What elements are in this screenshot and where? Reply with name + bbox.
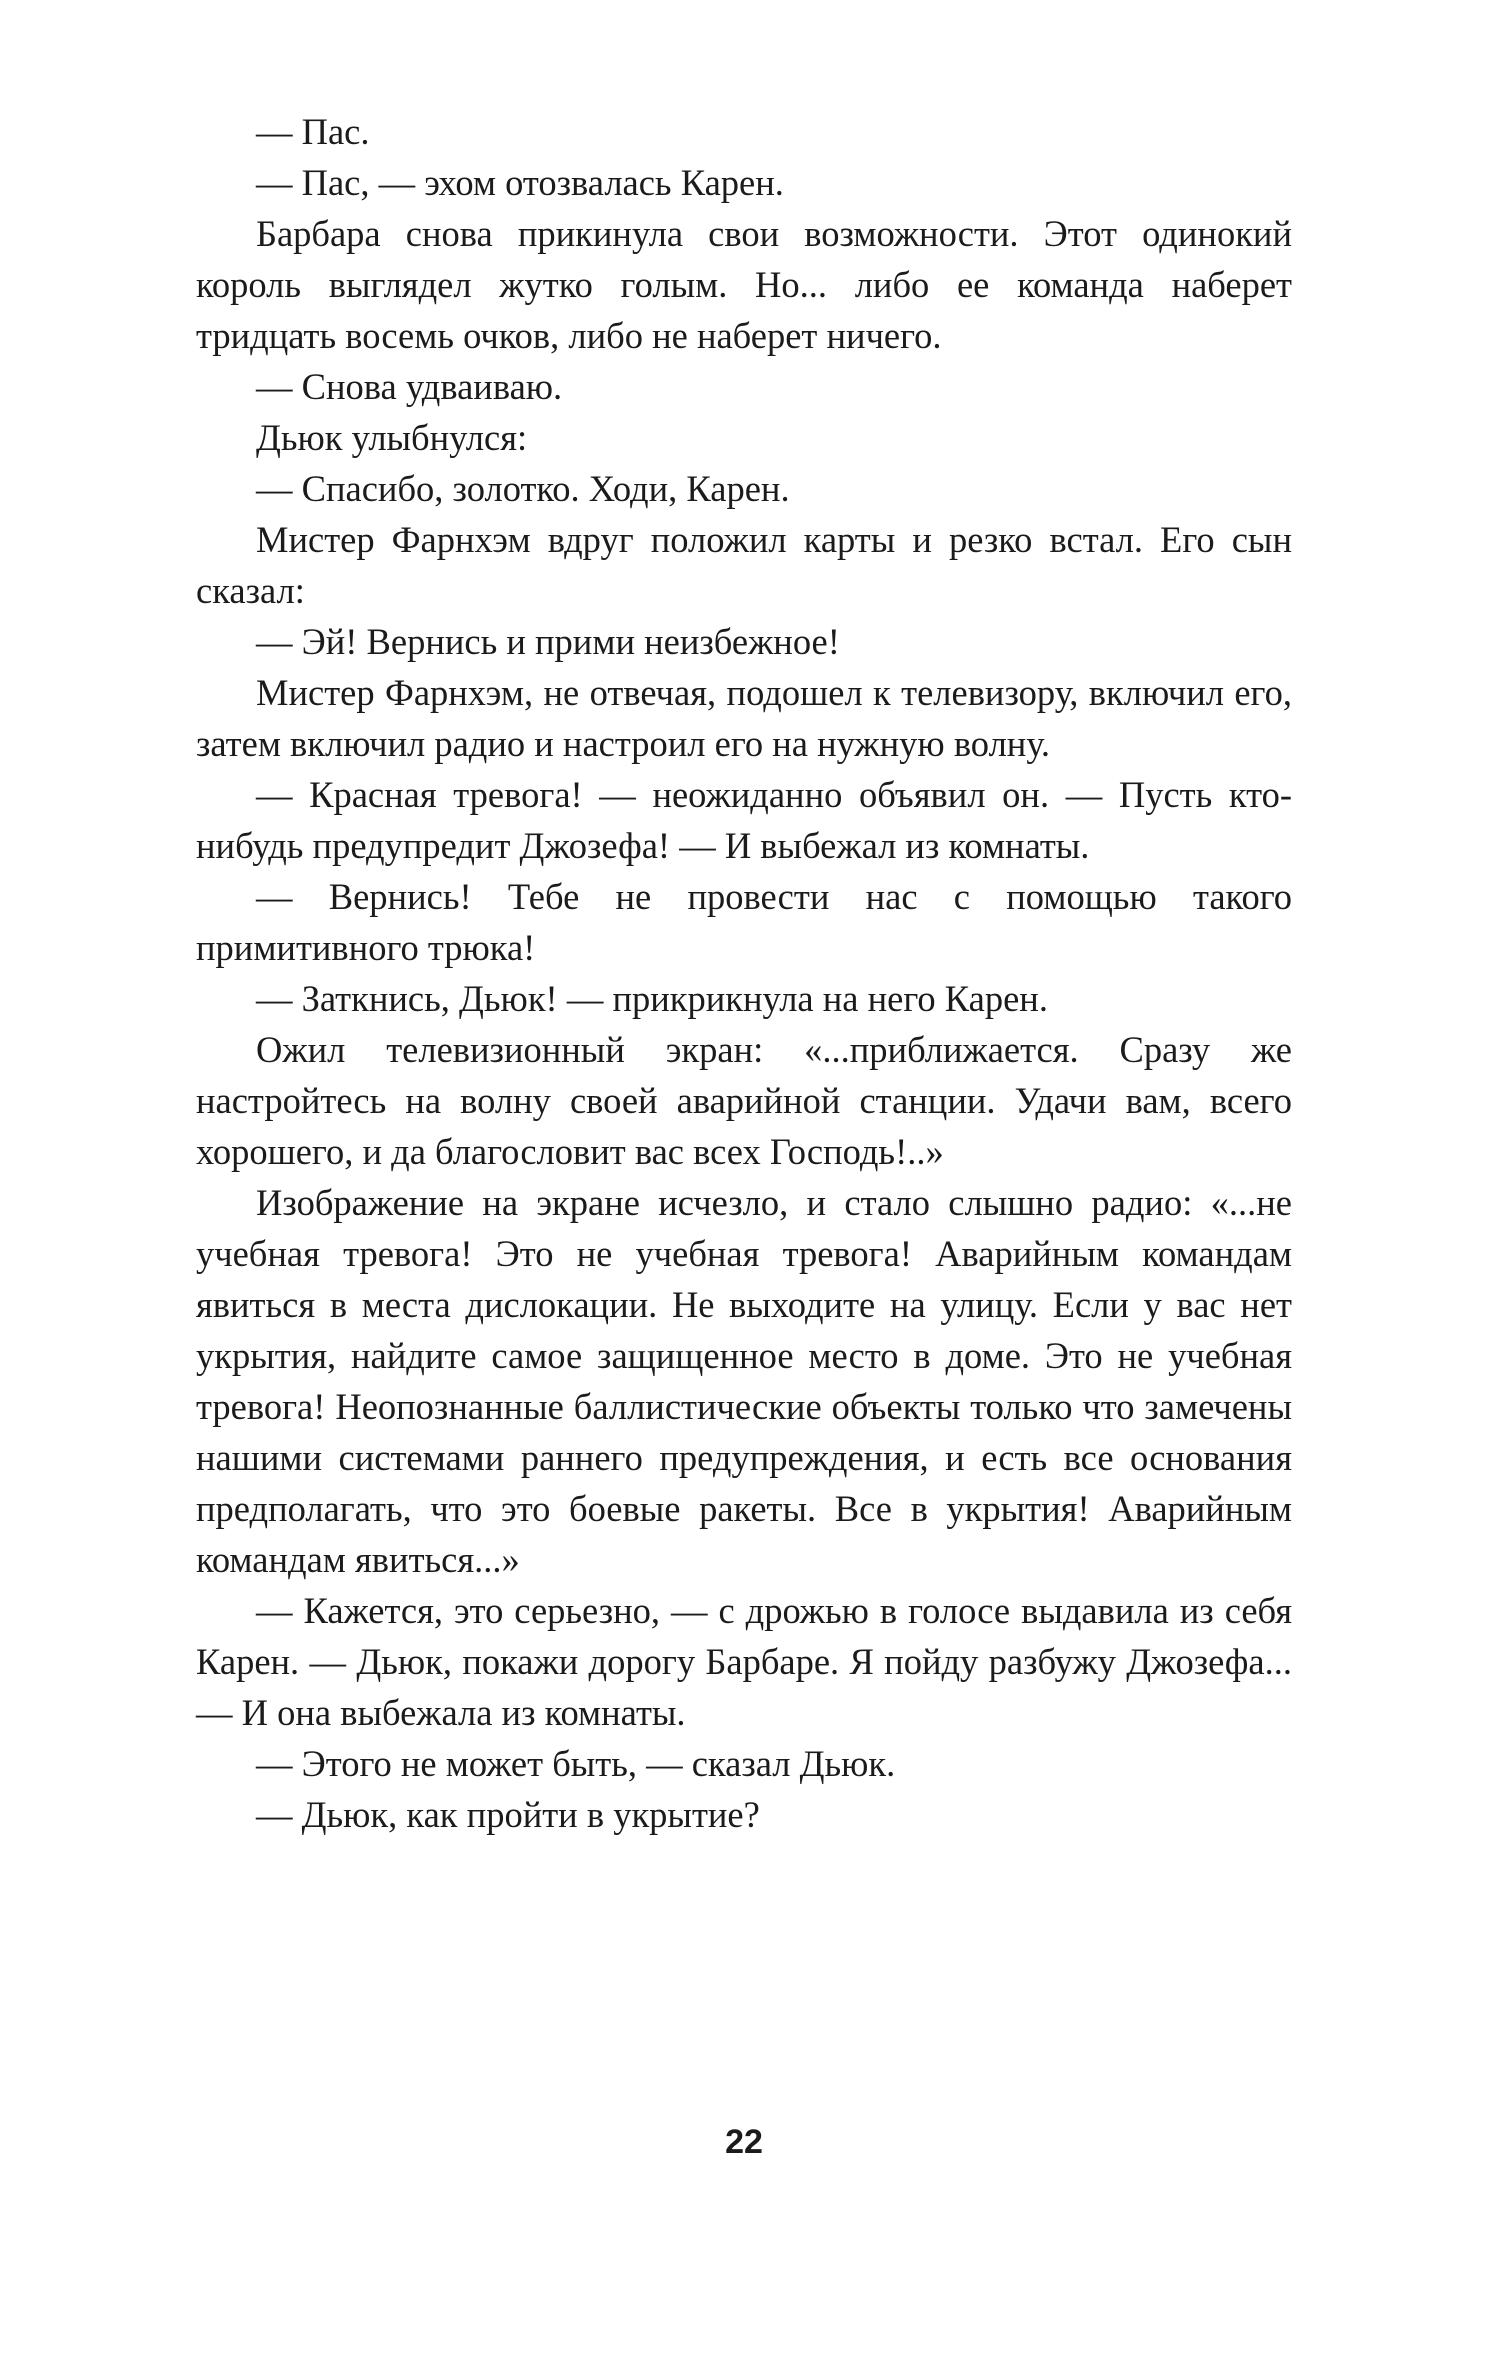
paragraph: — Вернись! Тебе не провести нас с помощью такого примитивного трюка! xyxy=(196,876,1292,968)
paragraph: — Эй! Вернись и прими неизбежное! xyxy=(256,621,840,662)
paragraph: Ожил телевизионный экран: «...приближается. Сразу же настройтесь на волну своей аварийной станции. Удачи вам, всего хорошего, и да благословит вас всех Господь!..» xyxy=(196,1029,1292,1172)
paragraph: — Спасибо, золотко. Ходи, Карен. xyxy=(256,468,790,509)
paragraph: — Кажется, это серьезно, — с дрожью в голосе выдавила из себя Карен. — Дьюк, покажи дорогу Барбаре. Я пойду разбужу Джозефа... — И она выбежала из комнаты. xyxy=(196,1590,1292,1733)
paragraph: Мистер Фарнхэм вдруг положил карты и резко встал. Его сын сказал: xyxy=(196,519,1292,611)
paragraph: Дьюк улыбнулся: xyxy=(256,417,528,458)
paragraph: — Красная тревога! — неожиданно объявил он. — Пусть кто-нибудь предупредит Джозефа! — И выбежал из комнаты. xyxy=(196,774,1292,866)
paragraph: Барбара снова прикинула свои возможности. Этот одинокий король выглядел жутко голым. Но... либо ее команда наберет тридцать восемь очков, либо не наберет ничего. xyxy=(196,213,1292,356)
paragraph: — Пас. xyxy=(256,111,370,152)
paragraph: — Снова удваиваю. xyxy=(256,366,563,407)
paragraph: — Этого не может быть, — сказал Дьюк. xyxy=(256,1743,896,1784)
paragraph: — Дьюк, как пройти в укрытие? xyxy=(256,1794,760,1835)
paragraph: — Заткнись, Дьюк! — прикрикнула на него Карен. xyxy=(256,978,1048,1019)
paragraph: — Пас, — эхом отозвалась Карен. xyxy=(256,162,784,203)
page-number: 22 xyxy=(725,2123,763,2161)
paragraph: Мистер Фарнхэм, не отвечая, подошел к телевизору, включил его, затем включил радио и настроил его на нужную волну. xyxy=(196,672,1292,764)
body-text xyxy=(196,106,1292,1840)
paragraph: Изображение на экране исчезло, и стало слышно радио: «...не учебная тревога! Это не учебная тревога! Аварийным командам явиться в места дислокации. Не выходите на улицу. Если у вас нет укрытия, найдите самое защищенное место в доме. Это не учебная тревога! Неопознанные баллистические объекты только что замечены нашими системами раннего предупреждения, и есть все основания предполагать, что это боевые ракеты. Все в укрытия! Аварийным командам явиться...» xyxy=(196,1182,1292,1580)
